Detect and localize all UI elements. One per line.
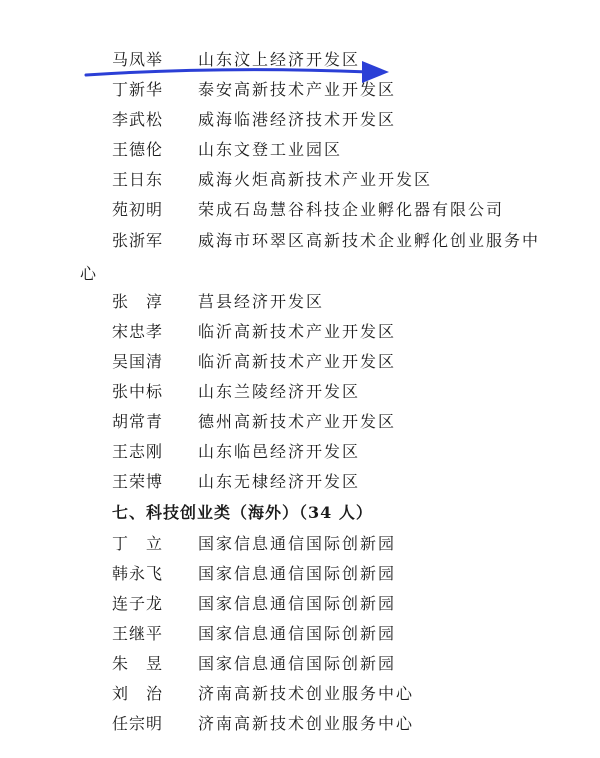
- person-name: 王继平: [112, 624, 164, 643]
- organization: 国家信息通信国际创新园: [198, 534, 397, 553]
- person-name: 王志刚: [112, 442, 164, 461]
- organization: 德州高新技术产业开发区: [198, 412, 397, 431]
- organization: 国家信息通信国际创新园: [198, 654, 397, 673]
- organization: 威海火炬高新技术产业开发区: [198, 170, 433, 189]
- organization: 山东兰陵经济开发区: [198, 382, 361, 401]
- organization: 济南高新技术创业服务中心: [198, 714, 415, 733]
- person-name: 丁 立: [112, 534, 164, 553]
- wrap-continuation: 心: [80, 264, 97, 283]
- person-name: 王荣博: [112, 472, 164, 491]
- organization: 山东文登工业园区: [198, 140, 343, 159]
- organization: 济南高新技术创业服务中心: [198, 684, 415, 703]
- person-name: 吴国清: [112, 352, 164, 371]
- organization: 威海临港经济技术开发区: [198, 110, 397, 129]
- organization: 莒县经济开发区: [198, 292, 325, 311]
- section-heading: 七、科技创业类（海外）（34 人）: [112, 503, 373, 522]
- organization: 国家信息通信国际创新园: [198, 594, 397, 613]
- person-name: 马凤举: [112, 50, 164, 69]
- arrow-annotation-icon: [84, 58, 394, 88]
- person-name: 刘 治: [112, 684, 164, 703]
- person-name: 王日东: [112, 170, 164, 189]
- person-name: 连子龙: [112, 594, 164, 613]
- person-name: 王德伦: [112, 140, 164, 159]
- person-name: 胡常青: [112, 412, 164, 431]
- person-name: 张中标: [112, 382, 164, 401]
- organization: 山东汶上经济开发区: [198, 50, 361, 69]
- person-name: 张 淳: [112, 292, 164, 311]
- organization: 临沂高新技术产业开发区: [198, 352, 397, 371]
- organization: 山东临邑经济开发区: [198, 442, 361, 461]
- organization: 国家信息通信国际创新园: [198, 564, 397, 583]
- person-name: 李武松: [112, 110, 164, 129]
- organization: 临沂高新技术产业开发区: [198, 322, 397, 341]
- person-name: 张浙军: [112, 231, 164, 250]
- person-name: 朱 昱: [112, 654, 164, 673]
- organization: 泰安高新技术产业开发区: [198, 80, 397, 99]
- organization: 山东无棣经济开发区: [198, 472, 361, 491]
- person-name: 任宗明: [112, 714, 164, 733]
- person-name: 韩永飞: [112, 564, 164, 583]
- organization: 威海市环翠区高新技术企业孵化创业服务中: [198, 231, 541, 250]
- person-name: 宋忠孝: [112, 322, 164, 341]
- person-name: 丁新华: [112, 80, 164, 99]
- organization: 荣成石岛慧谷科技企业孵化器有限公司: [198, 200, 505, 219]
- organization: 国家信息通信国际创新园: [198, 624, 397, 643]
- person-name: 苑初明: [112, 200, 164, 219]
